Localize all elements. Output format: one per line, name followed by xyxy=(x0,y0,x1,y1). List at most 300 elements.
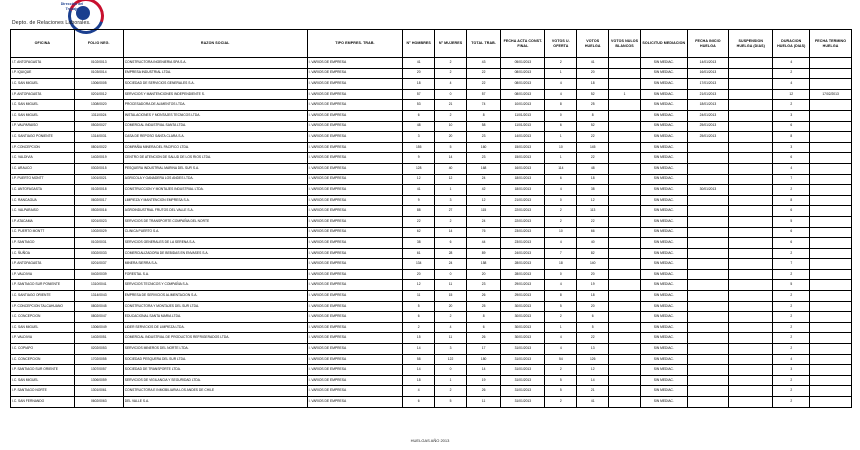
cell-razon-social: SERVICIOS MINEROS DEL NORTE LTDA. xyxy=(123,344,307,355)
cell-fecha-termino xyxy=(810,153,852,164)
cell-oficina: I.C. VALDIVIA xyxy=(11,153,75,164)
cell-duracion: 2 xyxy=(773,344,810,355)
cell-fecha-inicio xyxy=(687,365,729,376)
column-header-votos-oferta: VOTOS U. OFERTA xyxy=(545,30,577,58)
table-row xyxy=(11,344,852,355)
cell-fecha-inicio: 21/01/2013 xyxy=(687,89,729,100)
cell-solicitud-mediacion: SIN MEDIAC. xyxy=(641,153,688,164)
cell-fecha-termino xyxy=(810,110,852,121)
cell-votos-nulos xyxy=(609,238,641,249)
cell-votos-nulos xyxy=(609,227,641,238)
cell-folio: 1001/0021 xyxy=(74,174,123,185)
cell-solicitud-mediacion: SIN MEDIAC. xyxy=(641,269,688,280)
table-row xyxy=(11,259,852,270)
cell-tipo-empresa: I. VARIOS DE EMPRESA xyxy=(307,185,403,196)
column-header-oficina: OFICINA xyxy=(11,30,75,58)
cell-oficina: I.P. SANTIAGO SUR PONIENTE xyxy=(11,280,75,291)
cell-hombres: 2 xyxy=(403,322,435,333)
cell-votos-nulos xyxy=(609,386,641,397)
footer-title: HUELGAS AÑO 2013 xyxy=(410,438,450,443)
cell-folio: 0201/0023 xyxy=(74,216,123,227)
cell-duracion: 8 xyxy=(773,195,810,206)
cell-oficina: I.C. ARAUCO xyxy=(11,163,75,174)
cell-fecha-acta: 11/01/2013 xyxy=(501,110,545,121)
cell-mujeres: 4 xyxy=(435,322,467,333)
cell-solicitud-mediacion: SIN MEDIAC. xyxy=(641,291,688,302)
cell-total: 115 xyxy=(466,206,500,217)
cell-razon-social: SERVICIOS GENERALES DE LA SERENA S.A. xyxy=(123,238,307,249)
column-header-solicitud-mediacion: SOLICITUD MEDIACION xyxy=(641,30,688,58)
cell-fecha-acta: 31/01/2013 xyxy=(501,344,545,355)
cell-votos-huelga: 12 xyxy=(577,365,609,376)
cell-votos-oferta: 8 xyxy=(545,291,577,302)
cell-mujeres: 2 xyxy=(435,110,467,121)
cell-fecha-inicio xyxy=(687,174,729,185)
cell-votos-nulos xyxy=(609,79,641,90)
cell-razon-social: AGROINDUSTRIAL FRUTOS DEL VALLE S.A. xyxy=(123,206,307,217)
cell-votos-nulos xyxy=(609,206,641,217)
cell-fecha-termino xyxy=(810,354,852,365)
cell-suspension xyxy=(729,291,773,302)
document-header xyxy=(0,0,860,30)
cell-razon-social: COMERCIAL INDUSTRIAL SANTA LTDA. xyxy=(123,121,307,132)
column-header-tipo-empresa: TIPO EMPRES. TRAB. xyxy=(307,30,403,58)
cell-hombres: 48 xyxy=(403,121,435,132)
cell-tipo-empresa: I. VARIOS DE EMPRESA xyxy=(307,280,403,291)
table-row xyxy=(11,291,852,302)
cell-fecha-termino xyxy=(810,132,852,143)
cell-folio: 1002/0029 xyxy=(74,227,123,238)
cell-fecha-inicio: 24/01/2013 xyxy=(687,110,729,121)
cell-votos-nulos xyxy=(609,333,641,344)
cell-suspension xyxy=(729,206,773,217)
cell-solicitud-mediacion: SIN MEDIAC. xyxy=(641,79,688,90)
cell-mujeres: 2 xyxy=(435,68,467,79)
table-row xyxy=(11,312,852,323)
cell-oficina: I.C. SAN MIGUEL xyxy=(11,322,75,333)
cell-votos-nulos xyxy=(609,365,641,376)
cell-fecha-acta: 15/01/2013 xyxy=(501,153,545,164)
cell-suspension xyxy=(729,142,773,153)
cell-total: 23 xyxy=(466,280,500,291)
cell-suspension xyxy=(729,195,773,206)
cell-tipo-empresa: I. VARIOS DE EMPRESA xyxy=(307,153,403,164)
cell-suspension xyxy=(729,163,773,174)
cell-duracion: 2 xyxy=(773,386,810,397)
cell-total: 76 xyxy=(466,227,500,238)
cell-total: 25 xyxy=(466,301,500,312)
cell-votos-oferta: 0 xyxy=(545,195,577,206)
cell-votos-huelga: 25 xyxy=(577,100,609,111)
cell-oficina: I.C. VALPARAISO xyxy=(11,206,75,217)
cell-folio: 0202/0053 xyxy=(74,344,123,355)
cell-fecha-inicio xyxy=(687,163,729,174)
cell-fecha-termino xyxy=(810,259,852,270)
cell-mujeres: 6 xyxy=(435,238,467,249)
cell-razon-social: LIMPIEZA Y MANTENCION EMPRESA S.A. xyxy=(123,195,307,206)
cell-solicitud-mediacion: SIN MEDIAC. xyxy=(641,89,688,100)
cell-mujeres: 0 xyxy=(435,89,467,100)
cell-fecha-inicio xyxy=(687,291,729,302)
table-row xyxy=(11,68,852,79)
cell-votos-oferta: 0 xyxy=(545,269,577,280)
cell-suspension xyxy=(729,174,773,185)
cell-solicitud-mediacion: SIN MEDIAC. xyxy=(641,110,688,121)
cell-fecha-inicio xyxy=(687,195,729,206)
cell-tipo-empresa: I. VARIOS DE EMPRESA xyxy=(307,195,403,206)
cell-tipo-empresa: I. VARIOS DE EMPRESA xyxy=(307,333,403,344)
cell-oficina: I.C. CONCEPCION xyxy=(11,354,75,365)
cell-oficina: I.P. VALDIVIA xyxy=(11,269,75,280)
cell-folio: 0201/0037 xyxy=(74,259,123,270)
cell-hombres: 12 xyxy=(403,174,435,185)
cell-votos-huelga: 6 xyxy=(577,312,609,323)
cell-fecha-inicio: 25/01/2013 xyxy=(687,132,729,143)
cell-mujeres: 11 xyxy=(435,280,467,291)
cell-solicitud-mediacion: SIN MEDIAC. xyxy=(641,216,688,227)
cell-votos-nulos xyxy=(609,344,641,355)
cell-oficina: I.P. SANTIAGO SUR ORIENTE xyxy=(11,365,75,376)
cell-suspension xyxy=(729,333,773,344)
cell-fecha-inicio xyxy=(687,386,729,397)
cell-fecha-inicio xyxy=(687,248,729,259)
cell-total: 17 xyxy=(466,344,500,355)
cell-votos-nulos xyxy=(609,195,641,206)
table-row xyxy=(11,153,852,164)
table-row xyxy=(11,121,852,132)
cell-hombres: 62 xyxy=(403,227,435,238)
cell-fecha-inicio xyxy=(687,206,729,217)
cell-fecha-termino xyxy=(810,291,852,302)
cell-razon-social: PROCESADORA DE ALIMENTOS LTDA. xyxy=(123,100,307,111)
cell-votos-oferta: 2 xyxy=(545,312,577,323)
cell-fecha-inicio xyxy=(687,259,729,270)
cell-fecha-inicio: 16/01/2013 xyxy=(687,68,729,79)
cell-duracion: 5 xyxy=(773,280,810,291)
cell-votos-huelga: 5 xyxy=(577,322,609,333)
table-row xyxy=(11,333,852,344)
cell-solicitud-mediacion: SIN MEDIAC. xyxy=(641,248,688,259)
cell-oficina: I.C. ANTOFAGASTA xyxy=(11,185,75,196)
cell-votos-oferta: 18 xyxy=(545,259,577,270)
cell-votos-nulos xyxy=(609,269,641,280)
cell-oficina: I.C. SAN MIGUEL xyxy=(11,375,75,386)
cell-fecha-termino xyxy=(810,322,852,333)
cell-fecha-acta: 05/01/2013 xyxy=(501,58,545,69)
cell-oficina: I.C. SANTIAGO ORIENTE xyxy=(11,291,75,302)
cell-votos-huelga: 41 xyxy=(577,397,609,408)
cell-folio: 1314/0031 xyxy=(74,132,123,143)
cell-fecha-inicio xyxy=(687,333,729,344)
cell-total: 8 xyxy=(466,110,500,121)
cell-tipo-empresa: I. VARIOS DE EMPRESA xyxy=(307,397,403,408)
cell-votos-oferta: 2 xyxy=(545,58,577,69)
cell-razon-social: SOCIEDAD DE SERVICIOS GENERALES S.A. xyxy=(123,79,307,90)
cell-votos-oferta: 1 xyxy=(545,132,577,143)
cell-folio: 0402/0039 xyxy=(74,269,123,280)
cell-oficina: I.C. SAN MIGUEL xyxy=(11,79,75,90)
cell-oficina: I.C. PUERTO MONTT xyxy=(11,227,75,238)
cell-fecha-acta: 28/01/2013 xyxy=(501,269,545,280)
cell-votos-huelga: 66 xyxy=(577,227,609,238)
cell-votos-huelga: 52 xyxy=(577,121,609,132)
cell-fecha-acta: 08/01/2013 xyxy=(501,68,545,79)
cell-fecha-termino xyxy=(810,100,852,111)
cell-solicitud-mediacion: SIN MEDIAC. xyxy=(641,333,688,344)
cell-hombres: 155 xyxy=(403,142,435,153)
table-row xyxy=(11,58,852,69)
cell-razon-social: EMPRESA DE SERVICIOS ALIMENTACION S.A. xyxy=(123,291,307,302)
cell-razon-social: DEL VALLE S.A. xyxy=(123,397,307,408)
cell-solicitud-mediacion: SIN MEDIAC. xyxy=(641,58,688,69)
cell-fecha-acta: 10/01/2013 xyxy=(501,100,545,111)
cell-razon-social: SERVICIOS DE TRANSPORTE COMPAÑIA DEL NORTE xyxy=(123,216,307,227)
table-row xyxy=(11,185,852,196)
cell-solicitud-mediacion: SIN MEDIAC. xyxy=(641,68,688,79)
cell-suspension xyxy=(729,365,773,376)
cell-votos-oferta: 4 xyxy=(545,185,577,196)
cell-mujeres: 5 xyxy=(435,142,467,153)
cell-solicitud-mediacion: SIN MEDIAC. xyxy=(641,322,688,333)
cell-fecha-inicio xyxy=(687,227,729,238)
column-header-votos-nulos: VOTOS NULOS BLANCOS xyxy=(609,30,641,58)
cell-votos-oferta: 0 xyxy=(545,110,577,121)
cell-fecha-inicio xyxy=(687,269,729,280)
cell-votos-nulos xyxy=(609,174,641,185)
cell-hombres: 4 xyxy=(403,386,435,397)
cell-solicitud-mediacion: SIN MEDIAC. xyxy=(641,100,688,111)
table-row xyxy=(11,216,852,227)
cell-total: 8 xyxy=(466,312,500,323)
cell-votos-huelga: 22 xyxy=(577,216,609,227)
cell-duracion: 7 xyxy=(773,174,810,185)
cell-mujeres: 21 xyxy=(435,100,467,111)
cell-fecha-acta: 31/01/2013 xyxy=(501,354,545,365)
cell-votos-huelga: 14 xyxy=(577,375,609,386)
cell-fecha-inicio: 18/01/2013 xyxy=(687,100,729,111)
table-row xyxy=(11,89,852,100)
cell-tipo-empresa: I. VARIOS DE EMPRESA xyxy=(307,312,403,323)
cell-razon-social: CONSTRUCTORA INGENIERIA SPA S.A. xyxy=(123,58,307,69)
cell-mujeres: 3 xyxy=(435,195,467,206)
cell-tipo-empresa: I. VARIOS DE EMPRESA xyxy=(307,68,403,79)
table-row xyxy=(11,206,852,217)
cell-votos-oferta: 4 xyxy=(545,238,577,249)
cell-votos-huelga: 20 xyxy=(577,269,609,280)
cell-total: 24 xyxy=(466,174,500,185)
cell-total: 12 xyxy=(466,195,500,206)
cell-hombres: 20 xyxy=(403,68,435,79)
cell-mujeres: 5 xyxy=(435,397,467,408)
cell-suspension xyxy=(729,301,773,312)
cell-duracion: 6 xyxy=(773,238,810,249)
cell-votos-nulos xyxy=(609,58,641,69)
cell-duracion: 2 xyxy=(773,333,810,344)
cell-hombres: 58 xyxy=(403,354,435,365)
cell-solicitud-mediacion: SIN MEDIAC. xyxy=(641,185,688,196)
cell-votos-oferta: 8 xyxy=(545,100,577,111)
cell-hombres: 15 xyxy=(403,333,435,344)
cell-mujeres: 2 xyxy=(435,216,467,227)
cell-duracion: 2 xyxy=(773,312,810,323)
cell-solicitud-mediacion: SIN MEDIAC. xyxy=(641,375,688,386)
cell-mujeres: 28 xyxy=(435,248,467,259)
cell-solicitud-mediacion: SIN MEDIAC. xyxy=(641,344,688,355)
cell-suspension xyxy=(729,312,773,323)
cell-fecha-termino xyxy=(810,68,852,79)
cell-total: 22 xyxy=(466,79,500,90)
column-header-mujeres: N° MUJERES xyxy=(435,30,467,58)
cell-hombres: 11 xyxy=(403,291,435,302)
cell-fecha-acta: 14/01/2013 xyxy=(501,132,545,143)
cell-fecha-acta: 30/01/2013 xyxy=(501,322,545,333)
cell-oficina: I.P. IQUIQUE xyxy=(11,68,75,79)
cell-mujeres: 12 xyxy=(435,174,467,185)
cell-fecha-termino xyxy=(810,301,852,312)
cell-fecha-acta: 18/01/2013 xyxy=(501,185,545,196)
cell-duracion: 3 xyxy=(773,365,810,376)
cell-mujeres: 2 xyxy=(435,386,467,397)
cell-oficina: I.C. SANTIAGO PONIENTE xyxy=(11,132,75,143)
cell-solicitud-mediacion: SIN MEDIAC. xyxy=(641,386,688,397)
cell-oficina: I.C. SAN FERNANDO xyxy=(11,397,75,408)
cell-votos-huelga: 38 xyxy=(577,185,609,196)
cell-fecha-acta: 15/01/2013 xyxy=(501,142,545,153)
cell-tipo-empresa: I. VARIOS DE EMPRESA xyxy=(307,375,403,386)
cell-razon-social: CLINICA PUERTO S.A. xyxy=(123,227,307,238)
cell-oficina: I.P. ATACAMA xyxy=(11,216,75,227)
cell-suspension xyxy=(729,100,773,111)
cell-suspension xyxy=(729,132,773,143)
cell-tipo-empresa: I. VARIOS DE EMPRESA xyxy=(307,365,403,376)
cell-mujeres: 2 xyxy=(435,312,467,323)
table-row xyxy=(11,375,852,386)
cell-votos-oferta: 4 xyxy=(545,79,577,90)
cell-tipo-empresa: I. VARIOS DE EMPRESA xyxy=(307,100,403,111)
cell-votos-oferta: 2 xyxy=(545,206,577,217)
cell-total: 11 xyxy=(466,397,500,408)
cell-suspension xyxy=(729,121,773,132)
cell-votos-nulos xyxy=(609,100,641,111)
cell-razon-social: INSTALACIONES Y MONTAJES TECNICOS LTDA. xyxy=(123,110,307,121)
table-row xyxy=(11,132,852,143)
cell-hombres: 3 xyxy=(403,132,435,143)
cell-votos-nulos xyxy=(609,185,641,196)
cell-mujeres: 1 xyxy=(435,375,467,386)
cell-duracion: 2 xyxy=(773,322,810,333)
cell-fecha-termino xyxy=(810,333,852,344)
cell-hombres: 14 xyxy=(403,365,435,376)
cell-suspension xyxy=(729,58,773,69)
cell-folio: 0802/0045 xyxy=(74,301,123,312)
cell-duracion: 2 xyxy=(773,100,810,111)
cell-tipo-empresa: I. VARIOS DE EMPRESA xyxy=(307,269,403,280)
cell-fecha-termino xyxy=(810,238,852,249)
cell-razon-social: CASA DE REPOSO SANTA CLARA S.A. xyxy=(123,132,307,143)
cell-votos-oferta: 6 xyxy=(545,174,577,185)
cell-hombres: 53 xyxy=(403,100,435,111)
cell-folio: 0302/0015 xyxy=(74,163,123,174)
cell-hombres: 57 xyxy=(403,89,435,100)
cell-tipo-empresa: I. VARIOS DE EMPRESA xyxy=(307,386,403,397)
cell-suspension xyxy=(729,322,773,333)
cell-fecha-inicio xyxy=(687,312,729,323)
cell-mujeres: 1 xyxy=(435,185,467,196)
huelgas-table xyxy=(10,29,852,408)
cell-mujeres: 2 xyxy=(435,58,467,69)
cell-hombres: 9 xyxy=(403,153,435,164)
cell-suspension xyxy=(729,238,773,249)
table-row xyxy=(11,322,852,333)
cell-votos-oferta: 2 xyxy=(545,216,577,227)
cell-votos-nulos xyxy=(609,280,641,291)
cell-folio: 1314/0043 xyxy=(74,291,123,302)
cell-mujeres: 15 xyxy=(435,291,467,302)
cell-votos-huelga: 13 xyxy=(577,344,609,355)
cell-folio: 0502/0016 xyxy=(74,206,123,217)
cell-hombres: 88 xyxy=(403,206,435,217)
cell-votos-nulos xyxy=(609,216,641,227)
cell-votos-huelga: 21 xyxy=(577,386,609,397)
cell-razon-social: AGRICOLA Y GANADERA LOS ANDES LTDA. xyxy=(123,174,307,185)
cell-hombres: 20 xyxy=(403,269,435,280)
cell-fecha-termino xyxy=(810,58,852,69)
cell-fecha-termino xyxy=(810,312,852,323)
cell-suspension xyxy=(729,354,773,365)
cell-razon-social: CONSTRUCTORA Y MONTAJES DEL SUR LTDA. xyxy=(123,301,307,312)
cell-total: 6 xyxy=(466,322,500,333)
cell-razon-social: SERVICIOS DE VIGILANCIA Y SEGURIDAD LTDA. xyxy=(123,375,307,386)
cell-fecha-inicio xyxy=(687,322,729,333)
cell-total: 20 xyxy=(466,269,500,280)
org-line-1: Dirección del xyxy=(60,2,84,6)
cell-fecha-inicio xyxy=(687,280,729,291)
cell-fecha-acta: 30/01/2013 xyxy=(501,333,545,344)
cell-suspension xyxy=(729,227,773,238)
cell-razon-social: FORESTAL S.A. xyxy=(123,269,307,280)
cell-oficina: I.P. VALDIVIA xyxy=(11,333,75,344)
column-header-fecha-termino: FECHA TERMINO HUELGA xyxy=(810,30,852,58)
cell-fecha-inicio: 17/01/2013 xyxy=(687,79,729,90)
cell-fecha-acta: 24/01/2013 xyxy=(501,248,545,259)
cell-suspension xyxy=(729,216,773,227)
cell-oficina: I.C. COPIAPO xyxy=(11,344,75,355)
cell-duracion: 4 xyxy=(773,58,810,69)
cell-votos-oferta: 10 xyxy=(545,227,577,238)
cell-folio: 0801/0022 xyxy=(74,142,123,153)
cell-total: 74 xyxy=(466,100,500,111)
cell-duracion: 3 xyxy=(773,142,810,153)
column-header-duracion: DURACION HUELGA (DIAS) xyxy=(773,30,810,58)
cell-suspension xyxy=(729,248,773,259)
cell-suspension xyxy=(729,79,773,90)
cell-folio: 1306/0059 xyxy=(74,375,123,386)
cell-suspension xyxy=(729,344,773,355)
cell-hombres: 22 xyxy=(403,216,435,227)
cell-votos-oferta: 114 xyxy=(545,163,577,174)
cell-oficina: I.P. ANTOFAGASTA xyxy=(11,259,75,270)
cell-fecha-acta: 23/01/2013 xyxy=(501,238,545,249)
table-row xyxy=(11,195,852,206)
cell-fecha-termino xyxy=(810,79,852,90)
cell-fecha-acta: 31/01/2013 xyxy=(501,365,545,376)
cell-solicitud-mediacion: SIN MEDIAC. xyxy=(641,163,688,174)
cell-total: 89 xyxy=(466,248,500,259)
cell-folio: 0201/0012 xyxy=(74,89,123,100)
cell-hombres: 38 xyxy=(403,238,435,249)
cell-suspension xyxy=(729,89,773,100)
table-row xyxy=(11,174,852,185)
